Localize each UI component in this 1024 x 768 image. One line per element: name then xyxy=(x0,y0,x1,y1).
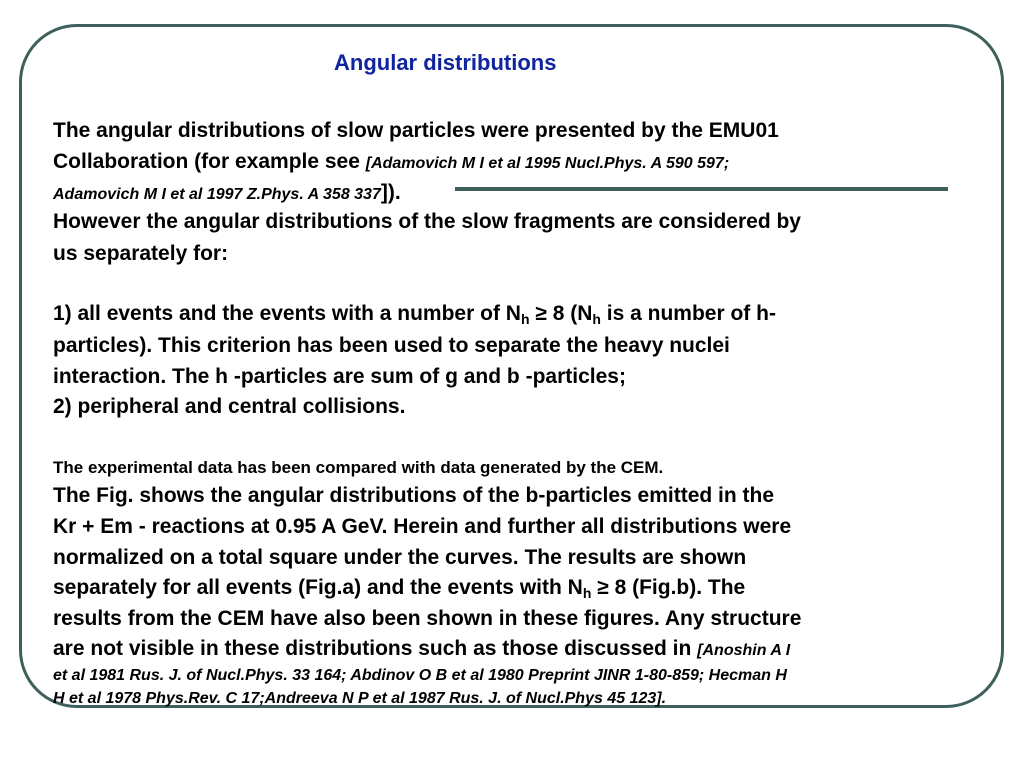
citation-line: H et al 1978 Phys.Rev. C 17;Andreeva N P et al 1987 Rus. J. of Nucl.Phys 45 123]. xyxy=(53,690,667,707)
body-line xyxy=(53,334,730,358)
text: results from the CEM have also been shown in these figures. Any structure xyxy=(53,607,802,630)
citation: [Adamovich M I et al 1995 Nucl.Phys. A 590 597; xyxy=(365,155,730,172)
subscript: h xyxy=(592,311,601,327)
text: Collaboration (for example see xyxy=(53,150,366,173)
body-line xyxy=(53,576,745,600)
text: interaction. The h -particles are sum of g and b -particles; xyxy=(53,365,626,388)
text: 2) peripheral and central collisions. xyxy=(53,395,406,418)
body-line xyxy=(53,150,729,176)
subscript: h xyxy=(582,585,592,601)
body-line xyxy=(53,181,401,207)
body-line xyxy=(53,365,626,389)
text: are not visible in these distributions such as those discussed in xyxy=(53,637,698,660)
citation: [Anoshin A I xyxy=(697,642,791,659)
text: 1) all events and the events with a number of N xyxy=(53,302,521,325)
body-line xyxy=(53,242,228,266)
slide-title: Angular distributions xyxy=(334,50,557,75)
text: normalized on a total square under the curves. The results are shown xyxy=(53,546,747,569)
text: particles). This criterion has been used to separate the heavy nuclei xyxy=(53,334,730,357)
text: The experimental data has been compared with data generated by the CEM. xyxy=(53,458,664,477)
body-line xyxy=(53,119,779,143)
list-item-2 xyxy=(53,395,405,419)
text: ]). xyxy=(380,181,401,204)
citation: Adamovich M I et al 1997 Z.Phys. A 358 337 xyxy=(53,186,381,203)
body-line xyxy=(53,484,774,508)
text: The Fig. shows the angular distributions of the b-particles emitted in the xyxy=(53,484,775,507)
body-line xyxy=(53,546,746,570)
divider-line xyxy=(455,187,948,191)
body-line xyxy=(53,210,801,234)
body-line xyxy=(53,515,791,539)
text: separately for all events (Fig.a) and the events with N xyxy=(53,576,583,599)
body-line xyxy=(53,455,663,480)
text: Kr + Em - reactions at 0.95 A GeV. Herein and further all distributions were xyxy=(53,515,792,538)
text: However the angular distributions of the slow fragments are considered by xyxy=(53,210,801,233)
text: ≥ 8 (Fig.b). The xyxy=(591,576,746,599)
text: ≥ 8 (N xyxy=(529,302,593,325)
text: us separately for: xyxy=(53,242,229,265)
text: is a number of h- xyxy=(600,302,776,325)
text: The angular distributions of slow particles were presented by the EMU01 xyxy=(53,119,779,142)
list-item-1 xyxy=(53,302,776,326)
citation-line: et al 1981 Rus. J. of Nucl.Phys. 33 164; Abdinov O B et al 1980 Preprint JINR 1-80-859; Hecman H xyxy=(53,667,787,684)
body-line xyxy=(53,607,801,631)
body-line xyxy=(53,637,790,663)
subscript: h xyxy=(520,311,530,327)
